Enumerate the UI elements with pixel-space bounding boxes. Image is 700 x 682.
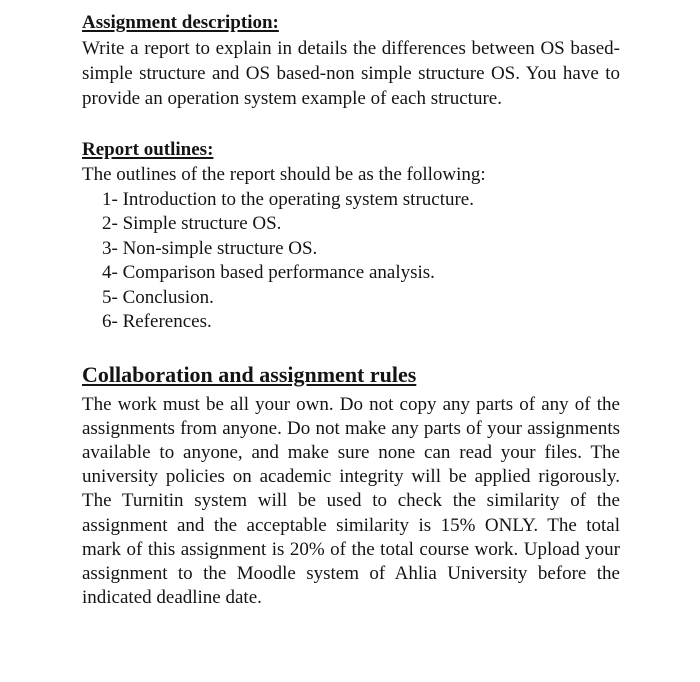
outline-item: 6- References. — [102, 311, 212, 332]
report-outlines-intro: The outlines of the report should be as the following: — [82, 164, 486, 185]
outline-item: 2- Simple structure OS. — [102, 213, 282, 234]
collaboration-rules-section — [82, 361, 620, 611]
outline-item: 5- Conclusion. — [102, 286, 214, 308]
collaboration-rules-text: The work must be all your own. Do not copy any parts of any of the assignments from anyone. Do not make any parts of your assignments available to anyone, and make sure none can read your files. The university policies on academic integrity will be applied rigorously. The Turnitin system will be used to check the similarity of the assignment and the acceptable similarity is 15% ONLY. The total mark of this assignment is 20% of the total course work. Upload your assignment to the Moodle system of Ahlia University before the indicated deadline date. — [82, 393, 620, 609]
outline-list — [82, 188, 620, 335]
report-outlines-heading: Report outlines: — [82, 139, 214, 160]
outline-item: 4- Comparison based performance analysis. — [102, 262, 435, 283]
collaboration-rules-heading: Collaboration and assignment rules — [82, 361, 417, 387]
assignment-description-heading: Assignment description: — [82, 12, 279, 33]
assignment-description-text: Write a report to explain in details the differences between OS based-simple structure and OS based-non simple structure OS. You have to provide an operation system example of each structure. — [82, 38, 620, 109]
document-page — [82, 10, 620, 610]
outline-item: 1- Introduction to the operating system structure. — [102, 188, 474, 210]
assignment-description-section — [82, 10, 620, 111]
outline-item: 3- Non-simple structure OS. — [102, 237, 318, 259]
report-outlines-section — [82, 137, 620, 335]
